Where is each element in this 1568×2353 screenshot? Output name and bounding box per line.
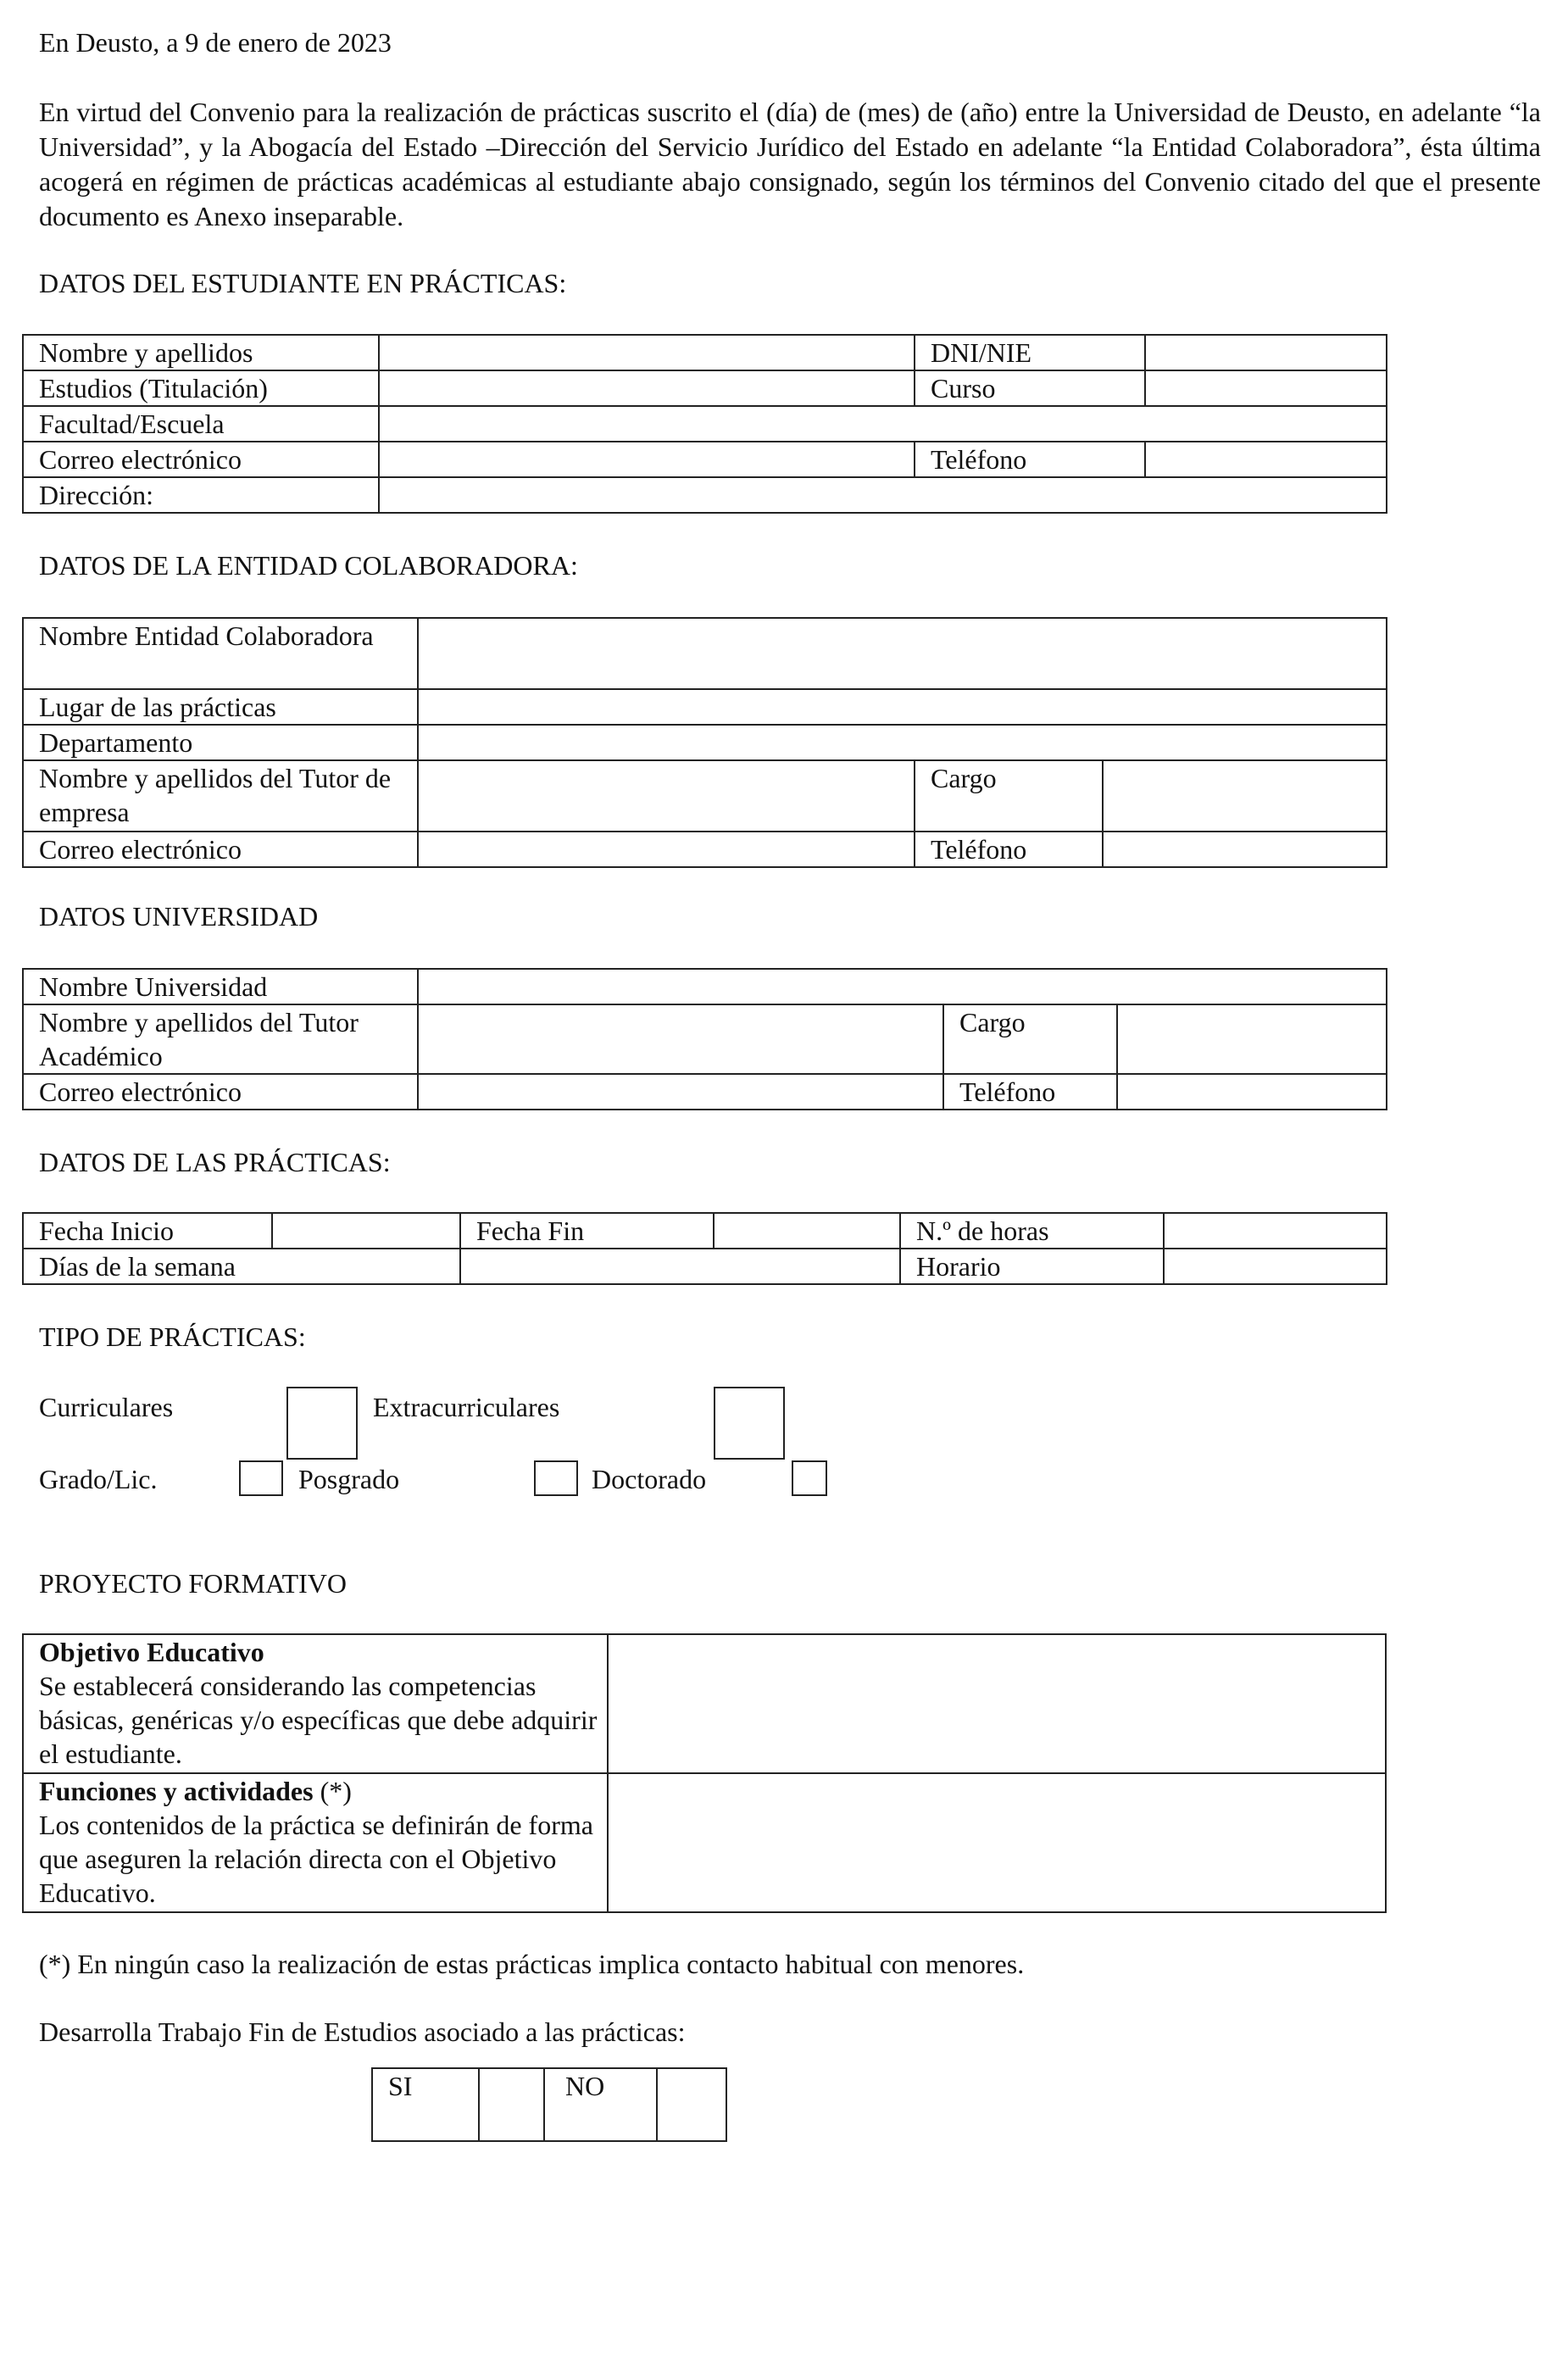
entity-place-field[interactable] — [418, 689, 1387, 725]
internship-section-heading: DATOS DE LAS PRÁCTICAS: — [39, 1147, 391, 1177]
student-section-heading: DATOS DEL ESTUDIANTE EN PRÁCTICAS: — [39, 268, 567, 298]
entity-department-field[interactable] — [418, 725, 1387, 760]
doctorate-label: Doctorado — [592, 1464, 707, 1494]
university-name-label: Nombre Universidad — [23, 969, 418, 1004]
entity-position-label: Cargo — [915, 760, 1103, 832]
functions-text: Los contenidos de la práctica se definirán de forma que aseguren la relación directa con el Objetivo Educativo. — [39, 1810, 593, 1908]
thesis-yes-no-table — [371, 2067, 727, 2142]
student-studies-label: Estudios (Titulación) — [23, 370, 379, 406]
entity-name-field[interactable] — [418, 618, 1387, 689]
entity-phone-field[interactable] — [1103, 832, 1387, 867]
university-position-label: Cargo — [943, 1004, 1117, 1074]
internship-hours-label: N.º de horas — [900, 1213, 1164, 1249]
university-tutor-label: Nombre y apellidos del Tutor Académico — [23, 1004, 418, 1074]
university-table — [22, 968, 1387, 1110]
curricular-label: Curriculares — [39, 1392, 174, 1422]
student-table — [22, 334, 1387, 514]
internship-hours-field[interactable] — [1164, 1213, 1387, 1249]
thesis-yes-checkbox[interactable] — [479, 2068, 544, 2141]
student-dni-label: DNI/NIE — [915, 335, 1145, 370]
curricular-checkbox[interactable] — [286, 1387, 358, 1460]
student-course-field[interactable] — [1145, 370, 1387, 406]
university-email-field[interactable] — [418, 1074, 943, 1110]
type-section-heading: TIPO DE PRÁCTICAS: — [39, 1321, 306, 1352]
internship-schedule-field[interactable] — [1164, 1249, 1387, 1284]
extracurricular-checkbox[interactable] — [714, 1387, 785, 1460]
entity-department-label: Departamento — [23, 725, 418, 760]
university-phone-label: Teléfono — [943, 1074, 1117, 1110]
internship-days-field[interactable] — [460, 1249, 900, 1284]
entity-tutor-field[interactable] — [418, 760, 915, 832]
internship-end-label: Fecha Fin — [460, 1213, 714, 1249]
student-email-field[interactable] — [379, 442, 915, 477]
entity-table — [22, 617, 1387, 868]
doctorate-checkbox[interactable] — [792, 1460, 827, 1496]
thesis-yes-label: SI — [372, 2068, 479, 2141]
functions-mark: (*) — [313, 1776, 352, 1806]
objective-cell — [23, 1634, 608, 1773]
university-tutor-field[interactable] — [418, 1004, 943, 1074]
entity-name-label: Nombre Entidad Colaboradora — [23, 618, 418, 689]
student-studies-field[interactable] — [379, 370, 915, 406]
entity-section-heading: DATOS DE LA ENTIDAD COLABORADORA: — [39, 550, 578, 581]
internship-start-field[interactable] — [272, 1213, 460, 1249]
thesis-no-checkbox[interactable] — [657, 2068, 726, 2141]
objective-text: Se establecerá considerando las competencias básicas, genéricas y/o específicas que debe adquirir el estudiante. — [39, 1671, 598, 1769]
university-section-heading: DATOS UNIVERSIDAD — [39, 901, 319, 932]
student-dni-field[interactable] — [1145, 335, 1387, 370]
student-faculty-field[interactable] — [379, 406, 1387, 442]
project-section-heading: PROYECTO FORMATIVO — [39, 1568, 348, 1599]
thesis-no-label: NO — [544, 2068, 657, 2141]
intro-paragraph: En virtud del Convenio para la realización de prácticas suscrito el (día) de (mes) de (año) entre la Universidad de Deusto, en adelante “la Universidad”, y la Abogacía del Estado –Dirección del Servicio Jurídico del Estado en adelante “la Entidad Colaboradora”, ésta última acogerá en régimen de prácticas académicas al estudiante abajo consignado, según los términos del Convenio citado del que el presente documento es Anexo inseparable. — [39, 97, 1541, 231]
entity-tutor-label: Nombre y apellidos del Tutor de empresa — [23, 760, 418, 832]
project-table — [22, 1633, 1387, 1913]
entity-email-label: Correo electrónico — [23, 832, 418, 867]
degree-label: Grado/Lic. — [39, 1464, 158, 1494]
university-phone-field[interactable] — [1117, 1074, 1387, 1110]
internship-table — [22, 1212, 1387, 1285]
functions-cell — [23, 1773, 608, 1912]
degree-checkbox[interactable] — [239, 1460, 283, 1496]
student-phone-field[interactable] — [1145, 442, 1387, 477]
student-faculty-label: Facultad/Escuela — [23, 406, 379, 442]
internship-days-label: Días de la semana — [23, 1249, 460, 1284]
objective-title: Objetivo Educativo — [39, 1637, 264, 1667]
date-line: En Deusto, a 9 de enero de 2023 — [39, 27, 392, 58]
entity-position-field[interactable] — [1103, 760, 1387, 832]
entity-phone-label: Teléfono — [915, 832, 1103, 867]
university-position-field[interactable] — [1117, 1004, 1387, 1074]
internship-schedule-label: Horario — [900, 1249, 1164, 1284]
postgrad-label: Posgrado — [298, 1464, 400, 1494]
minors-note: (*) En ningún caso la realización de estas prácticas implica contacto habitual con menores. — [39, 1949, 1025, 1979]
student-name-field[interactable] — [379, 335, 915, 370]
student-name-label: Nombre y apellidos — [23, 335, 379, 370]
entity-email-field[interactable] — [418, 832, 915, 867]
internship-end-field[interactable] — [714, 1213, 900, 1249]
student-course-label: Curso — [915, 370, 1145, 406]
functions-title: Funciones y actividades — [39, 1776, 314, 1806]
entity-place-label: Lugar de las prácticas — [23, 689, 418, 725]
postgrad-checkbox[interactable] — [534, 1460, 578, 1496]
student-phone-label: Teléfono — [915, 442, 1145, 477]
university-email-label: Correo electrónico — [23, 1074, 418, 1110]
student-email-label: Correo electrónico — [23, 442, 379, 477]
extracurricular-label: Extracurriculares — [373, 1392, 560, 1422]
functions-field[interactable] — [608, 1773, 1386, 1912]
thesis-question: Desarrolla Trabajo Fin de Estudios asociado a las prácticas: — [39, 2016, 686, 2047]
objective-field[interactable] — [608, 1634, 1386, 1773]
university-name-field[interactable] — [418, 969, 1387, 1004]
student-address-label: Dirección: — [23, 477, 379, 513]
internship-start-label: Fecha Inicio — [23, 1213, 272, 1249]
student-address-field[interactable] — [379, 477, 1387, 513]
